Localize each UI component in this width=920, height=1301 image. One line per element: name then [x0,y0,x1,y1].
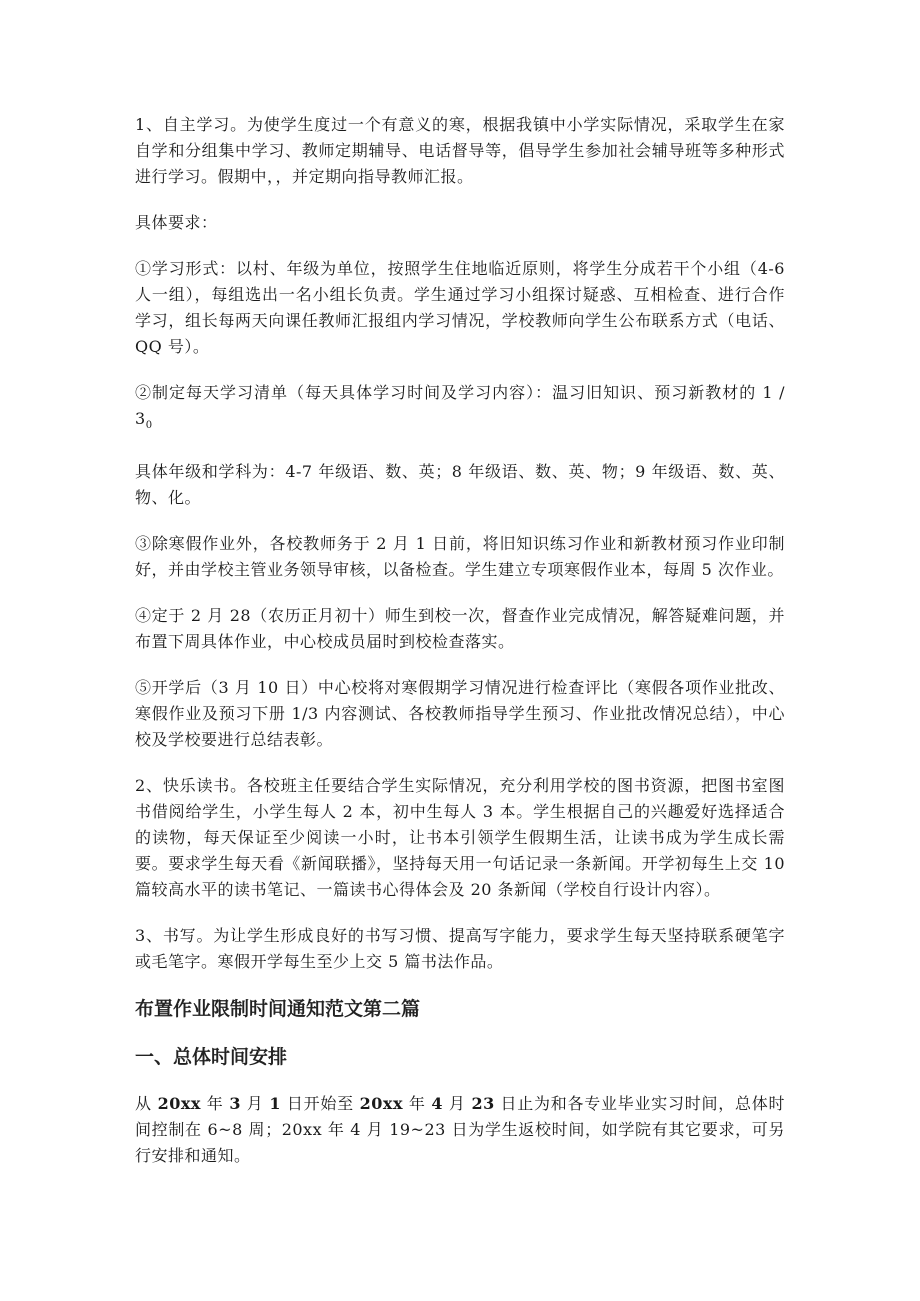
subsection-title: 一、总体时间安排 [135,1046,288,1069]
paragraph-evaluation: ⑤开学后（3 月 10 日）中心校将对寒假期学习情况进行检查评比（寒假各项作业批改、寒假作业及预习下册 1/3 内容测试、各校教师指导学生预习、作业批改情况总结），中心校及学校要进行总结表彰。 [135,678,785,750]
document-body [135,112,785,1189]
paragraph-time-schedule [135,1091,785,1169]
schedule-text: 日止为和各专业毕业实习时间，总体时间控制在 6~8 周；20xx 年 4 月 19~23 日为学生返校时间，如学院有其它要求，可另行安排和通知。 [135,1094,785,1166]
paragraph-requirements-label: 具体要求： [135,213,218,232]
schedule-text: 月 [240,1094,270,1114]
paragraph-study-format: ①学习形式：以村、年级为单位，按照学生住地临近原则，将学生分成若干个小组（4-6 人一组），每组选出一名小组长负责。学生通过学习小组探讨疑惑、互相检查、进行合作学习，组长每两天向课任教师汇报组内学习情况，学校教师向学生公布联系方式（电话、QQ 号）。 [135,259,785,356]
daily-list-text: ②制定每天学习清单（每天具体学习时间及学习内容）：温习旧知识、预习新教材的 1 / 3 [135,383,785,428]
section-title: 布置作业限制时间通知范文第二篇 [135,998,421,1021]
schedule-text: 年 [403,1094,432,1114]
schedule-text: 从 [135,1094,158,1114]
paragraph-happy-reading: 2、快乐读书。各校班主任要结合学生实际情况，充分利用学校的图书资源，把图书室图书借阅给学生，小学生每人 2 本，初中生每人 3 本。学生根据自己的兴趣爱好选择适合的读物，每天保证至少阅读一小时，让书本引领学生假期生活，让读书成为学生成长需要。要求学生每天看《新闻联播》，坚持每天用一句话记录一条新闻。开学初每生上交 10 篇较高水平的读书笔记、一篇读书心得体会及 20 条新闻（学校自行设计内容）。 [135,776,785,900]
schedule-text: 月 [443,1094,472,1114]
paragraph-writing: 3、书写。为让学生形成良好的书写习惯、提高写字能力，要求学生每天坚持联系硬笔字或毛笔字。寒假开学每生至少上交 5 篇书法作品。 [135,926,785,972]
schedule-month-start: 3 [229,1094,241,1114]
paragraph-school-visit: ④定于 2 月 28（农历正月初十）师生到校一次，督查作业完成情况，解答疑难问题，并布置下周具体作业，中心校成员届时到校检查落实。 [135,606,785,652]
schedule-day-end: 23 [471,1094,495,1114]
schedule-year-end: 20xx [359,1094,403,1114]
schedule-text: 日开始至 [281,1094,360,1114]
schedule-year-start: 20xx [157,1094,201,1114]
schedule-month-end: 4 [431,1094,444,1114]
paragraph-self-study: 1、自主学习。为使学生度过一个有意义的寒，根据我镇中小学实际情况，采取学生在家自学和分组集中学习、教师定期辅导、电话督导等，倡导学生参加社会辅导班等多种形式进行学习。假期中，，并定期向指导教师汇报。 [135,115,785,186]
schedule-text: 年 [200,1094,230,1114]
paragraph-homework-printing: ③除寒假作业外，各校教师务于 2 月 1 日前，将旧知识练习作业和新教材预习作业印制好，并由学校主管业务领导审核，以备检查。学生建立专项寒假作业本，每周 5 次作业。 [135,534,785,580]
schedule-day-start: 1 [269,1094,282,1114]
paragraph-daily-list [135,380,785,439]
daily-list-subscript: 0 [145,420,153,432]
paragraph-grades-subjects: 具体年级和学科为：4-7 年级语、数、英；8 年级语、数、英、物；9 年级语、数、英、物、化。 [135,462,785,508]
